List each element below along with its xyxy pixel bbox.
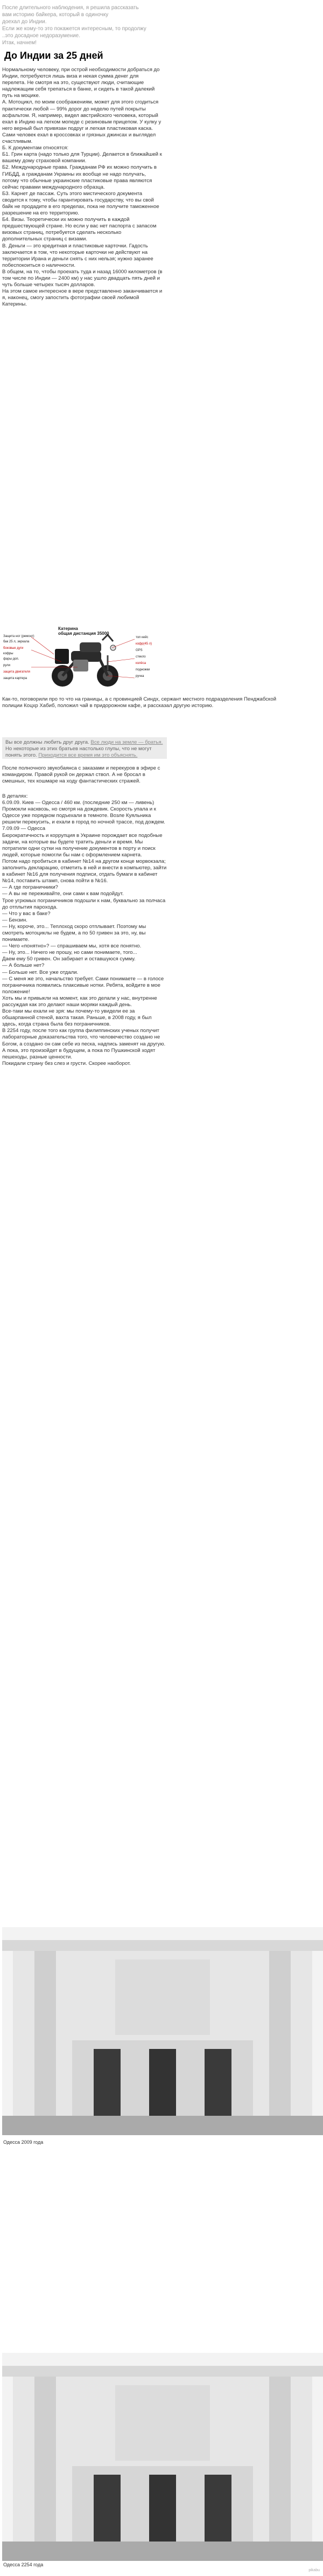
photo-caption: Одесса 2009 года bbox=[3, 2139, 44, 2145]
paragraph: — А где пограничники? bbox=[2, 884, 58, 891]
intro-line: После длительного наблюдения, я решила рассказать bbox=[2, 5, 139, 11]
quote-link[interactable]: Все люди на земле — братья. bbox=[90, 739, 163, 745]
quote-link[interactable]: Приходится все время им это объяснять. bbox=[38, 752, 138, 759]
paragraph: На этом самое интересное в вере представленно заканчивается и я, наконец, смогу запостить фотографии своей любимой Катерины. bbox=[2, 288, 163, 308]
paragraph: 6.09.09. Киев — Одесса / 460 км. (последние 250 км — ливень) bbox=[2, 800, 155, 806]
paragraph: Промокли насквозь, но смотря на дождевик. Скорость упала и к Одессе уже порядком подъехали в темноте. Возле Куяльника решили перекусить, и ехали в город по ночной трассе, под дождем. bbox=[2, 806, 165, 826]
paragraph: Бюрократичность и коррупция в Украине порождает все подобные задачи, на которые вы будете тратить деньги и время. Мы потратили одни сутки на получение документов в порту и поиск людей, которые помогли бы нам с оформлением карнета. bbox=[2, 832, 163, 858]
paragraph: 7.09.09 — Одесса bbox=[2, 826, 46, 832]
spec-label: ручка bbox=[136, 675, 144, 678]
spec-label: кофр(45 л) bbox=[136, 642, 152, 646]
page-title: До Индии за 25 дней bbox=[4, 50, 103, 61]
building-photo bbox=[2, 2353, 323, 2561]
motorcycle-heading bbox=[58, 626, 109, 636]
paragraph: — С меня же это, начальство требует. Сами понимаете — в голосе пограничника появились плаксивые нотки. Ребята, войдите в мое положение! bbox=[2, 975, 164, 995]
spec-label: GPS bbox=[136, 649, 143, 652]
motorcycle-diagram bbox=[2, 624, 164, 689]
spec-label: кофры bbox=[3, 652, 13, 655]
motorcycle-name: Катерина bbox=[58, 626, 78, 631]
paragraph: Б1. Грин карта (надо только для Турции). Делается в ближайшей к вашему дому страховой компании. bbox=[2, 151, 162, 164]
motorcycle-caption: Как-то, поговорили про то что на границы, а с провинцией Синдх, сержант местного подразделения Пенджабской полиции Коцхр Хабиб, положил чай в придорожном кафе, и рассказал другую историю. bbox=[2, 696, 277, 709]
paragraph: А. Мотоцикл, по моим соображениям, может для этого сгодиться практически любой — 99% дорог до неделю путей покрыты асфальтом. Я, например, видел австрийского человека, который ехал в Индию на легком мопеде с резиновым прицепом. У кулку у него верный был привязан подруг и легкая пластиковая каска. Сами человек ехал в кроссовках и грязных джинсах и выглядел счастливым. bbox=[2, 99, 162, 145]
spec-label: боковые дуги bbox=[3, 647, 24, 650]
paragraph: — А вы не переживайте, они сами к вам подойдут. bbox=[2, 891, 124, 897]
motorcycle-distance: общая дистанция 35000 bbox=[58, 631, 109, 636]
quote-block bbox=[2, 737, 167, 759]
paragraph-after-quote: После полночного звукобаянса с заказами и перекуров в эфире с командиром. Правой рукой он держал ствол. А не бросал в смешных, тех кошмаре на ходу фантастических стражей. bbox=[2, 765, 160, 785]
spec-label: стекло bbox=[136, 655, 146, 659]
building-photo bbox=[2, 1927, 323, 2135]
paragraph: В деталях: bbox=[2, 793, 28, 799]
photo-odessa-2009 bbox=[2, 1927, 323, 2135]
paragraph: — Что у вас в баке? bbox=[2, 910, 51, 917]
intro-line: ..это досадное недоразумение. bbox=[2, 33, 80, 39]
intro-text bbox=[2, 4, 156, 46]
paragraph: Трое угрюмых пограничников подошли к нам, буквально за полчаса до отплытия парохода. bbox=[2, 897, 166, 910]
spec-label: бак 25 л, зеркала bbox=[3, 640, 30, 643]
paragraph: — Ну, короче, это... Теплоход скоро отплывает. Поэтому мы смотреть мотоциклы не будем, а по 50 гривен за это, ну, вы понимаете. bbox=[2, 923, 146, 943]
spec-label: колёса bbox=[136, 662, 146, 665]
paragraph: Все-таки мы ехали не зря: мы почему-то увидели ее за обшарпанной стеной, вахта такая. Раньше, в 2008 году, я был здесь, когда страна была без пограничников. bbox=[2, 1008, 152, 1028]
paragraph: — Чего «понятно»? — спрашиваем мы, хотя все понятно. bbox=[2, 943, 142, 950]
intro-line: Итак, начнем! bbox=[2, 40, 37, 46]
intro-line: вам историю байкера, который в одиночку bbox=[2, 12, 109, 18]
paragraph: — Больше нет. Все уже отдали. bbox=[2, 969, 79, 975]
quote-text: Но bbox=[5, 746, 12, 752]
paragraph: — Ну, это... Ничего не прошу, но сами понимаете, того... bbox=[2, 950, 137, 956]
travel-details bbox=[2, 793, 167, 1919]
paragraph: Даем ему 50 гривен. Он забирает и оставшуюся сумму. bbox=[2, 956, 136, 962]
quote-text: Вы все должны любить друг друга. bbox=[5, 739, 91, 745]
photo-odessa-2254 bbox=[2, 2353, 323, 2561]
paragraph: Б3. Карнет де пассаж. Суть этого мистического документа сводится к тому, чтобы гарантировать государству, что вы свой байк не продадите в его пределах, пока не получите таможенное разрешение на его территорию. bbox=[2, 190, 159, 217]
paragraph: Б2. Международные права. Гражданам РФ их можно получить в ГИБДД, а гражданам Украины их вообще не надо получать, потому что обычные украинские пластиковые права являются сейчас правами международного образца. bbox=[2, 164, 157, 190]
spec-label: защита двигателя bbox=[3, 670, 30, 674]
quote-text: некоторые из этих братьев настолько глупы, что не могут понять bbox=[5, 746, 152, 759]
article-body bbox=[2, 67, 163, 620]
paragraph: Покидали страну без слез и грусти. Скорее наоборот. bbox=[2, 1060, 131, 1067]
spec-label: фары доп. bbox=[3, 657, 19, 661]
quote-text: этого. bbox=[23, 752, 39, 759]
paragraph: — Бензин. bbox=[2, 917, 27, 923]
paragraph: Б4. Визы. Теоретически их можно получить в каждой предшествующей стране. Но если у вас нет паспорта с запасом визовых страниц, потребуется сделать несколько дополнительных страниц с визами. bbox=[2, 217, 157, 243]
paragraph: — А больше нет? bbox=[2, 962, 45, 969]
photo-caption: Одесса 2254 года bbox=[3, 2562, 44, 2567]
intro-line: Если же кому-то это покажется интересным, то продолжу bbox=[2, 26, 146, 32]
paragraph: Нормальному человеку, при острой необходимости добраться до Индии, потребуются лишь виза и некая сумма денег для перелета. Не смотря на это, существуют люди, считающие надлежащим себя трепаться в банке, и сидеть в такой далекий путь на моцике. bbox=[2, 67, 160, 99]
spec-label: Защита ног (ремонт) bbox=[3, 635, 34, 638]
spec-label: подножки bbox=[136, 668, 150, 671]
paragraph: Потом надо пробиться в кабинет №14 на другом конце морвокзала; заполнить декларацию, отметить в ней и внести в компьютер, зайти в кабинет №16 для получения подписи, отдать бумаги в кабинет №14, поставить штамп, снова пойти в №16. bbox=[2, 858, 167, 884]
paragraph: В общем, на то, чтобы проехать туда и назад 16000 километров (в том числе по Индии — 2400 км) у нас ушло двадцать пять дней и чуть больше четырех тысяч долларов. bbox=[2, 268, 163, 288]
paragraph: Б. К документам относятся: bbox=[2, 145, 69, 151]
paragraph: Хоть мы и привыкли на момент, как это делали у нас, внутренне рассуждая как это делают наши моряки каждый день. bbox=[2, 995, 157, 1008]
paragraph: В. Деньги — это кредитная и пластиковые карточки. Гадость заключается в том, что некоторые карточки не действуют на территории Ирана и деньги снять с них нельзя; нужно заранее побеспокоиться о наличности. bbox=[2, 243, 153, 268]
spec-label: рули bbox=[3, 664, 10, 667]
intro-line: доехал до Индии. bbox=[2, 19, 47, 25]
site-logo: pikabu bbox=[308, 2568, 320, 2572]
spec-label: топ кейс bbox=[136, 636, 149, 639]
paragraph: В 2254 году, после того как группа филиппинских ученых получит лабораторные доказательства того, что человечество создано не Богом, а создано он сам себе из песка, надпись заменят на другую. А пока, это произойдет в будущем, а пока по Пушкинской ходят пешеходы, разные ценности. bbox=[2, 1028, 166, 1060]
spec-label: защита картера bbox=[3, 677, 27, 680]
